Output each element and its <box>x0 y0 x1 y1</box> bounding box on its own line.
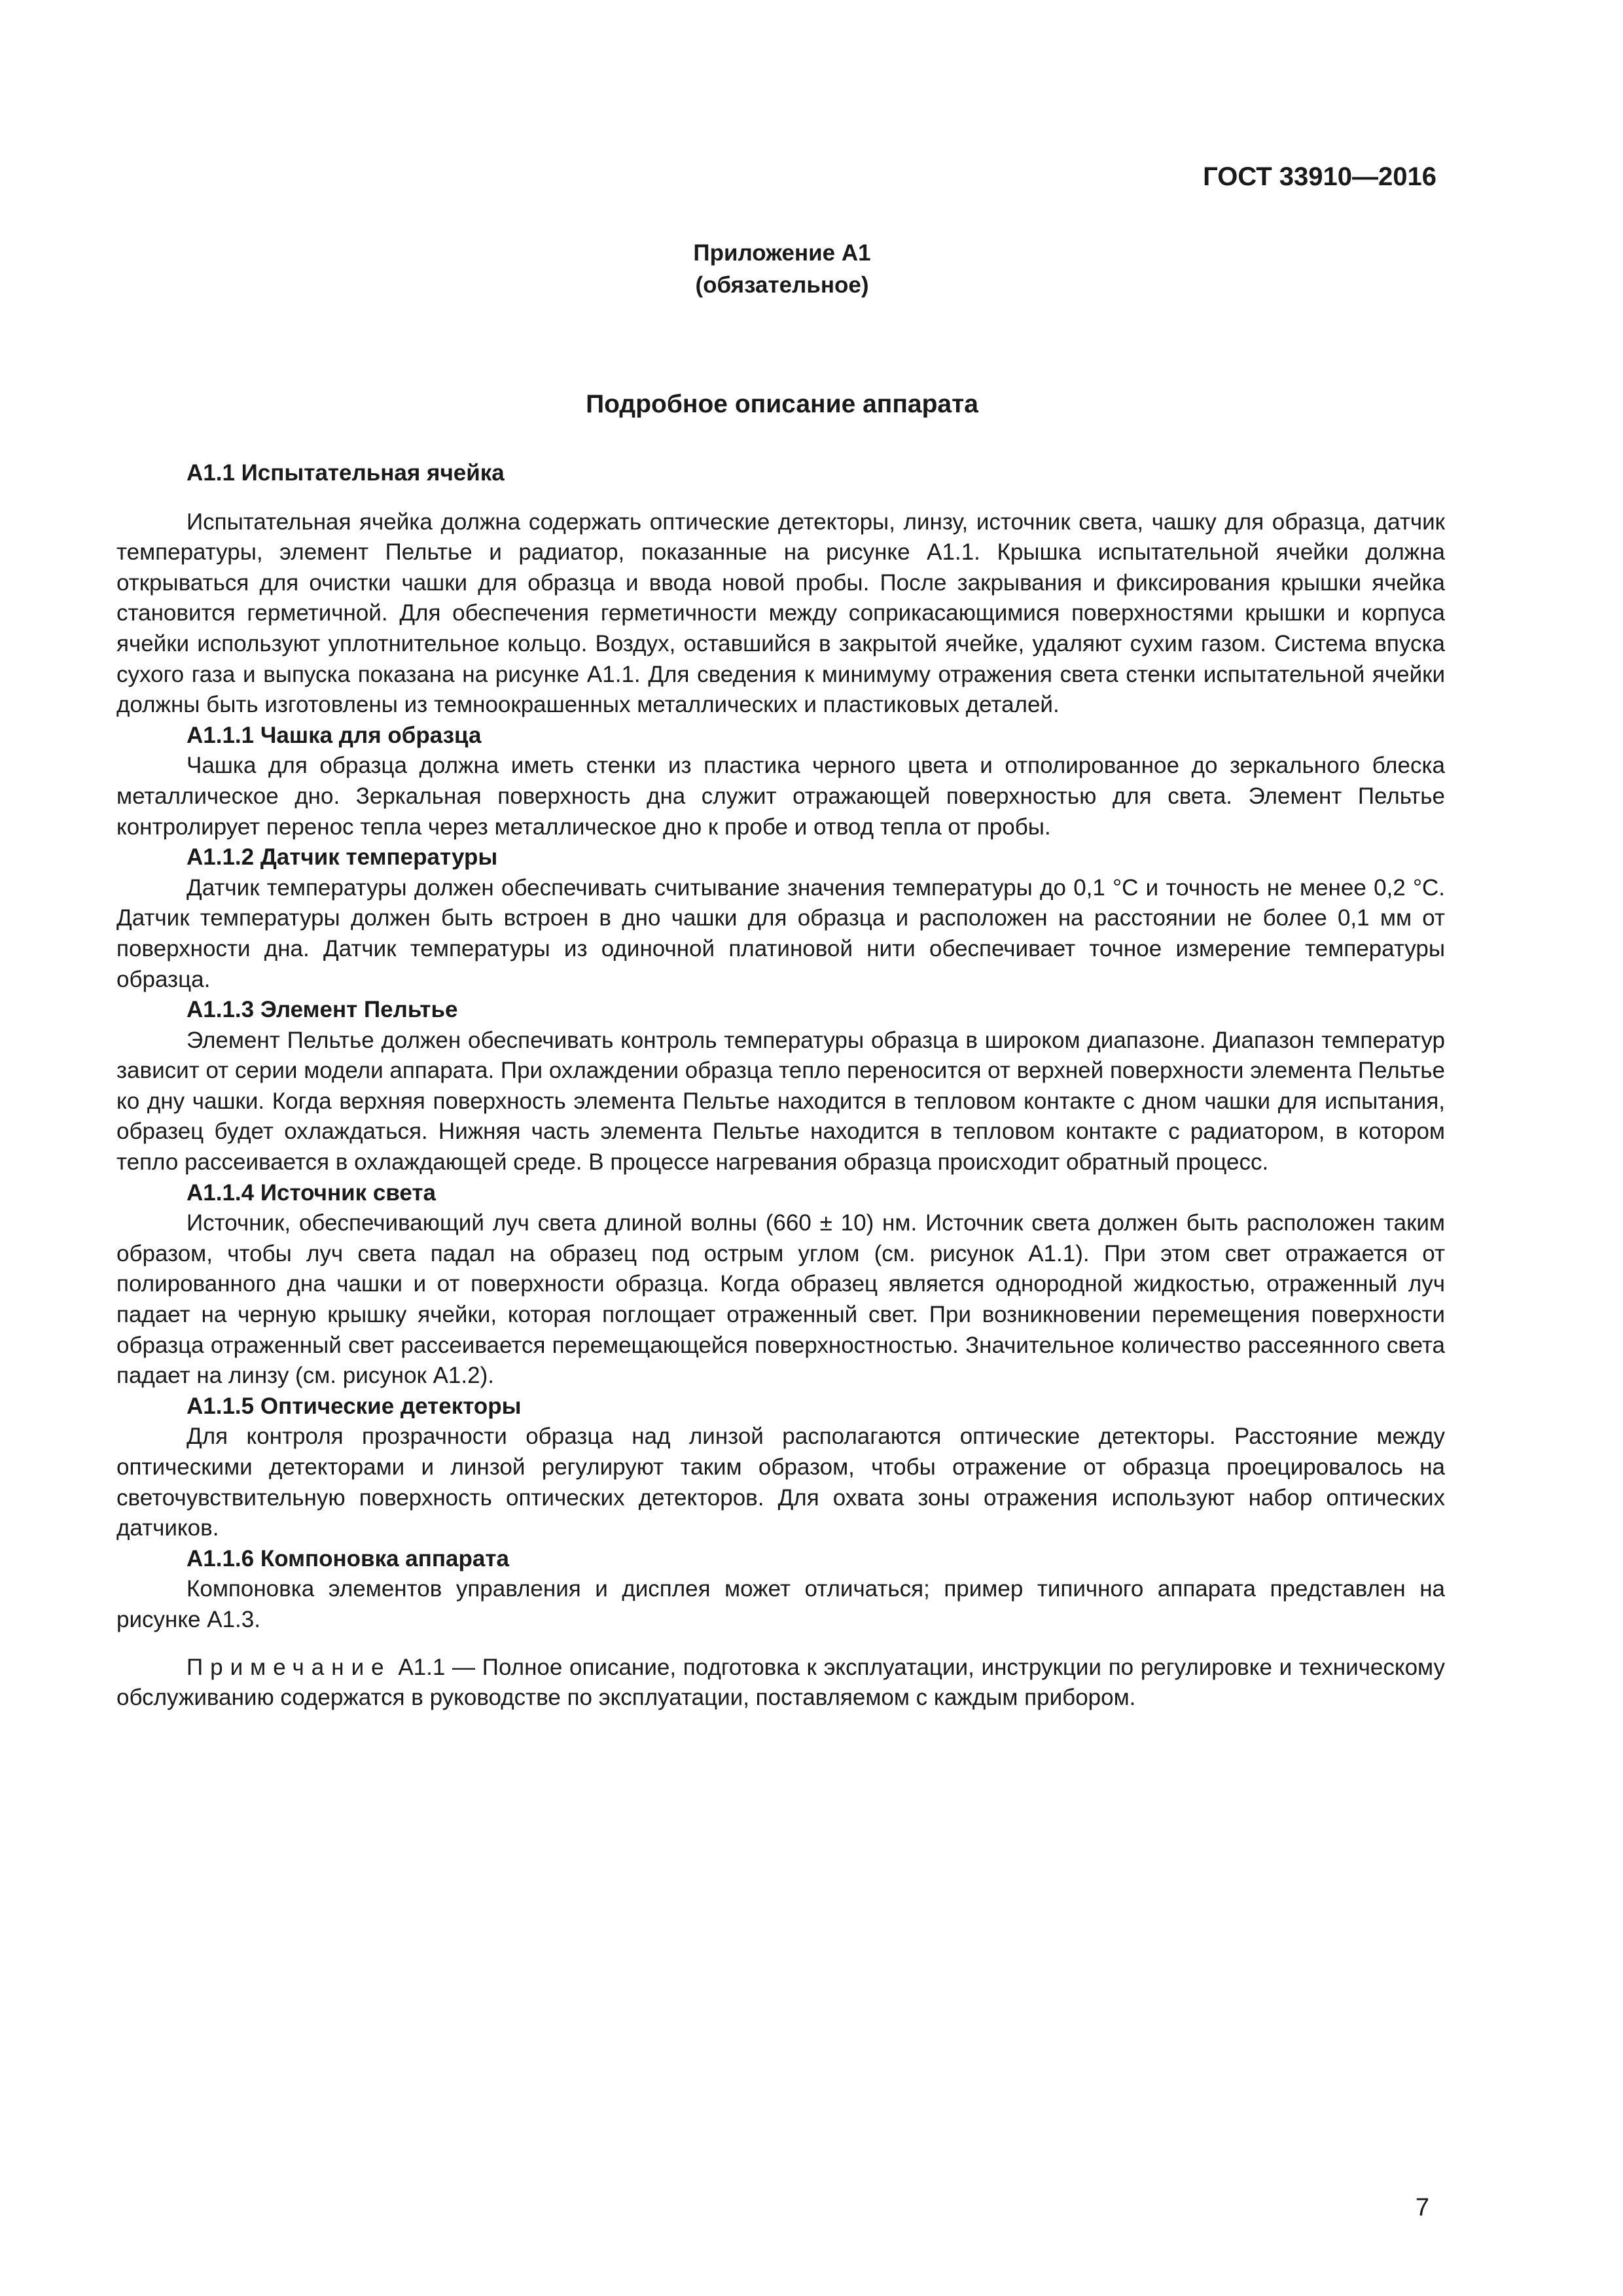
subsection-heading: А1.1.2 Датчик температуры <box>187 844 498 870</box>
document-body <box>116 458 1445 1713</box>
main-title: Подробное описание аппарата <box>586 390 978 418</box>
subsection-text: Элемент Пельтье должен обеспечивать контроль температуры образца в широком диапазоне. Диапазон температур зависит от серии модели аппарата. При охлаждении образца тепло переносится от верхней поверхности элемента Пельтье ко дну чашки. Когда верхняя поверхность элемента Пельтье находится в тепловом контакте с дном чашки для испытания, образец будет охлаждаться. Нижняя часть элемента Пельтье находится в тепловом контакте с радиатором, в котором тепло рассеивается в охлаждающей среде. В процессе нагревания образца происходит обратный процесс. <box>116 1027 1445 1175</box>
subsection-heading: А1.1.5 Оптические детекторы <box>187 1393 522 1419</box>
subsection-text: Датчик температуры должен обеспечивать считывание значения температуры до 0,1 °С и точность не менее 0,2 °С. Датчик температуры должен быть встроен в дно чашки для образца и расположен на расстоянии не более 0,1 мм от поверхности дна. Датчик температуры из одиночной платиновой нити обеспечивает точное измерение температуры образца. <box>116 874 1445 992</box>
subsection-text: Чашка для образца должна иметь стенки из пластика черного цвета и отполированное до зеркального блеска металлическое дно. Зеркальная поверхность дна служит отражающей поверхностью для света. Элемент Пельтье контролирует перенос тепла через металлическое дно к пробе и отвод тепла от пробы. <box>116 753 1445 840</box>
standard-header: ГОСТ 33910—2016 <box>1203 162 1436 191</box>
subsection-heading: А1.1.4 Источник света <box>187 1179 437 1206</box>
subsection-heading: А1.1.1 Чашка для образца <box>187 722 482 748</box>
page-number: 7 <box>1415 2194 1429 2221</box>
section-heading: А1.1 Испытательная ячейка <box>187 460 505 486</box>
note-text: А1.1 — Полное описание, подготовка к эксплуатации, инструкции по регулировке и техническому обслуживанию содержатся в руководстве по эксплуатации, поставляемом с каждым прибором. <box>116 1654 1445 1711</box>
appendix-title: Приложение А1 <box>693 240 871 266</box>
appendix-status: (обязательное) <box>695 272 869 298</box>
subsection-text: Источник, обеспечивающий луч света длиной волны (660 ± 10) нм. Источник света должен быть расположен таким образом, чтобы луч света падал на образец под острым углом (см. рисунок А1.1). При этом свет отражается от полированного дна чашки и от поверхности образца. Когда образец является однородной жидкостью, отраженный луч падает на черную крышку ячейки, которая поглощает отраженный свет. При возникновении перемещения поверхности образца отраженный свет рассеивается перемещающейся поверхностностью. Значительное количество рассеянного света падает на линзу (см. рисунок А1.2). <box>116 1210 1445 1389</box>
section-text: Испытательная ячейка должна содержать оптические детекторы, линзу, источник света, чашку для образца, датчик температуры, элемент Пельтье и радиатор, показанные на рисунке А1.1. Крышка испытательной ячейки должна открываться для очистки чашки для образца и ввода новой пробы. После закрывания и фиксирования крышки ячейка становится герметичной. Для обеспечения герметичности между соприкасающимися поверхностями крышки и корпуса ячейки используют уплотнительное кольцо. Воздух, оставшийся в закрытой ячейке, удаляют сухим газом. Система впуска сухого газа и выпуска показана на рисунке А1.1. Для сведения к минимуму отражения света стенки испытательной ячейки должны быть изготовлены из темноокрашенных металлических и пластиковых деталей. <box>116 509 1445 718</box>
note-paragraph <box>116 1653 1445 1713</box>
subsection-text: Для контроля прозрачности образца над линзой располагаются оптические детекторы. Расстояние между оптическими детекторами и линзой регулируют таким образом, чтобы отражение от образца проецировалось на светочувствительную поверхность оптических детекторов. Для охвата зоны отражения используют набор оптических датчиков. <box>116 1424 1445 1541</box>
note-label: Примечание <box>187 1654 391 1680</box>
subsection-heading: А1.1.6 Компоновка аппарата <box>187 1545 509 1571</box>
subsection-heading: А1.1.3 Элемент Пельтье <box>187 997 458 1023</box>
subsection-text: Компоновка элементов управления и дисплея может отличаться; пример типичного аппарата представлен на рисунке А1.3. <box>116 1576 1445 1632</box>
